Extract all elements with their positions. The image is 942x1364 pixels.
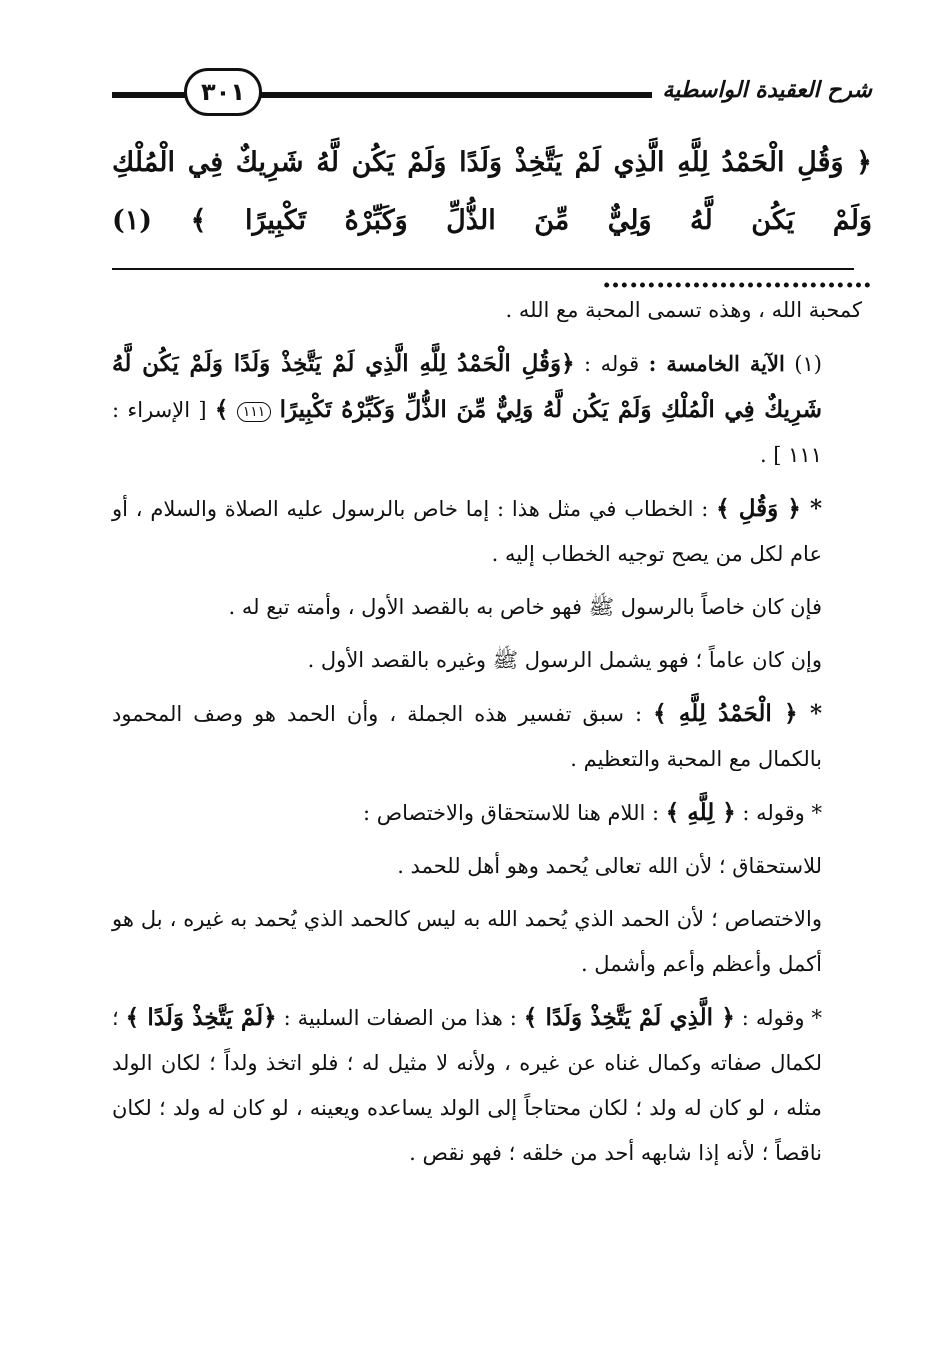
commentary-body [112,288,862,1184]
paragraph-2 [112,341,862,478]
paragraph-lead: * وقوله : [741,1006,822,1030]
book-title: شرح العقيدة الواسطية [662,78,872,103]
paragraph-9: والاختصاص ؛ لأن الحمد الذي يُحمد الله به ليس كالحمد الذي يُحمد به غيره ، بل هو أكمل وأعظم وأعم وأشمل . [112,907,822,976]
verse-number-marker: ١١١ [237,402,272,422]
running-header [112,68,872,120]
paragraph-text-continued: ؛ لكمال صفاته وكمال غناه عن غيره ، ولأنه لا مثيل له ؛ فلو اتخذ ولداً ؛ لكان الولد مثله ، لو كان له ولد ؛ لكان محتاجاً إلى الولد يساعده ويعينه ، لو كان له ولد ؛ لكان ناقصاً ؛ لأنه إذا شابهه أحد من خلقه ؛ فهو نقص . [112,1006,822,1165]
paragraph-7 [112,790,862,836]
paragraph-lead: * ﴿ وَقُلِ ﴾ [716,495,822,522]
verse-text: ﴿ وَقُلِ الْحَمْدُ لِلَّهِ الَّذِي لَمْ يَتَّخِذْ وَلَدًا وَلَمْ يَكُن لَّهُ شَرِيكٌ فِي الْمُلْكِ وَلَمْ يَكُن لَّهُ وَلِيٌّ مِّنَ الذُّلِّ وَكَبِّرْهُ تَكْبِيرًا ﴾ [112,147,872,236]
quoted-phrase: ﴿ الَّذِي لَمْ يَتَّخِذْ وَلَدًا ﴾ [523,1004,735,1031]
paragraph-10 [112,995,862,1176]
intro-text: قوله : [584,352,640,376]
surah-citation: [ الإسراء : ١١١ ] . [112,398,822,467]
quoted-verse: ﴿وَقُلِ الْحَمْدُ لِلَّهِ الَّذِي لَمْ يَتَّخِذْ وَلَدًا وَلَمْ يَكُن لَّهُ شَرِيكٌ فِي الْمُلْكِ وَلَمْ يَكُن لَّهُ وَلِيٌّ مِّنَ الذُّلِّ وَكَبِّرْهُ تَكْبِيرًا [112,350,822,423]
paragraph-text: : هذا من الصفات السلبية : [283,1006,517,1030]
paragraph-1: كمحبة الله ، وهذه تسمى المحبة مع الله . [505,298,862,322]
paragraph-6 [112,691,862,782]
footnote-ref: (١) [112,205,153,236]
paragraph-text: : الخطاب في مثل هذا : إما خاص بالرسول عليه الصلاة والسلام ، أو عام لكل من يصح توجيه الخطاب إليه . [112,497,822,566]
paragraph-text: : اللام هنا للاستحقاق والاختصاص : [362,801,660,825]
paragraph-text: : سبق تفسير هذه الجملة ، وأن الحمد هو وصف المحمود بالكمال مع المحبة والتعظيم . [112,702,822,771]
section-label: الآية الخامسة : [648,351,785,376]
quoted-word: ﴿ لِلَّهِ ﴾ [665,799,736,826]
page-number: ٣٠١ [184,68,262,116]
verse-block [112,134,872,308]
dot-leader: ………………………… [602,263,872,294]
paragraph-8: للاستحقاق ؛ لأن الله تعالى يُحمد وهو أهل للحمد . [397,854,822,878]
footnote-number: (١) [794,352,822,376]
paragraph-4: فإن كان خاصاً بالرسول ﷺ فهو خاص به بالقصد الأول ، وأمته تبع له . [228,595,822,619]
verse-closing-bracket: ﴾ [214,396,229,423]
paragraph-5: وإن كان عاماً ؛ فهو يشمل الرسول ﷺ وغيره بالقصد الأول . [307,648,822,672]
paragraph-lead: * وقوله : [742,801,822,825]
paragraph-3 [112,486,862,577]
quoted-verse: ﴿لَمْ يَتَّخِذْ وَلَدًا ﴾ [125,1004,277,1031]
paragraph-lead: * ﴿ الْحَمْدُ لِلَّهِ ﴾ [653,700,822,727]
footnote-divider [112,268,854,270]
